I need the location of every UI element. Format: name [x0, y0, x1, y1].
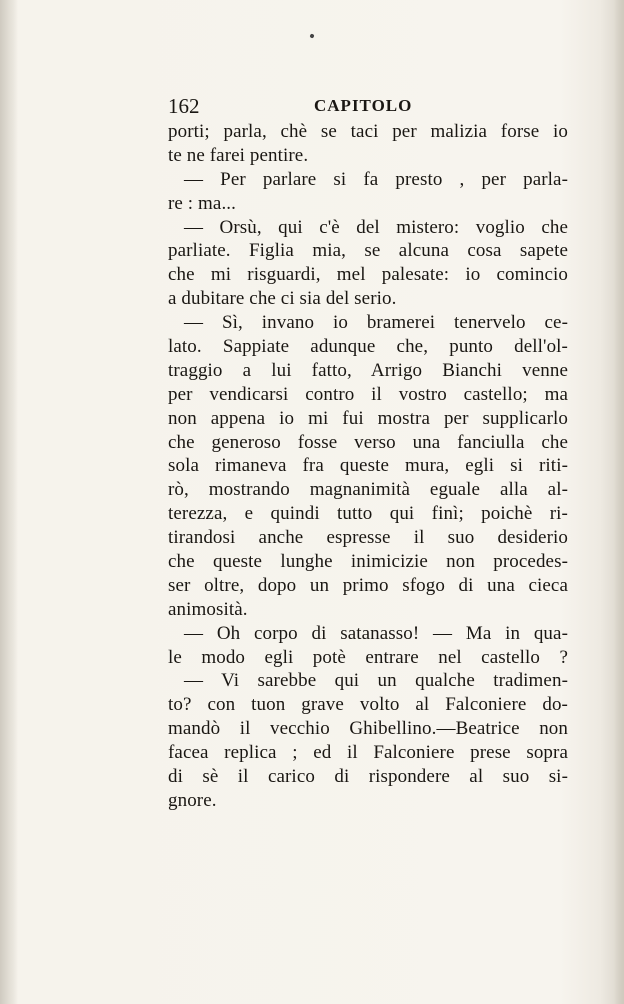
- text-line: porti; parla, chè se taci per malizia forse io: [168, 121, 568, 142]
- text-line: le modo egli potè entrare nel castello ?: [168, 646, 568, 668]
- text-line: parliate. Figlia mia, se alcuna cosa sapete: [168, 240, 568, 262]
- text-line: a dubitare che ci sia del serio.: [168, 288, 397, 310]
- text-line: che mi risguardi, mel palesate: io comincio: [168, 264, 568, 286]
- text-line: — Oh corpo di satanasso! — Ma in qua-: [184, 622, 568, 644]
- text-line: lato. Sappiate adunque che, punto dell'ol-: [168, 336, 568, 358]
- text-line: sola rimaneva fra queste mura, egli si riti-: [168, 455, 568, 477]
- ink-speck: [309, 33, 314, 38]
- text-line: animosità.: [168, 598, 248, 620]
- running-head: CAPITOLO: [314, 96, 413, 115]
- page-number: 162: [168, 94, 200, 118]
- text-line: re : ma...: [168, 192, 237, 214]
- page-header: [168, 94, 568, 122]
- text-line: facea replica ; ed il Falconiere prese sopra: [168, 742, 568, 764]
- text-line: mandò il vecchio Ghibellino.—Beatrice non: [168, 718, 568, 740]
- body-text: [168, 120, 568, 813]
- text-line: — Orsù, qui c'è del mistero: voglio che: [184, 216, 568, 238]
- text-line: di sè il carico di rispondere al suo si-: [168, 766, 568, 788]
- text-line: per vendicarsi contro il vostro castello; ma: [168, 383, 568, 405]
- text-line: terezza, e quindi tutto qui finì; poichè ri-: [168, 503, 568, 525]
- text-line: traggio a lui fatto, Arrigo Bianchi venne: [168, 359, 568, 381]
- text-line: — Per parlare si fa presto , per parla-: [184, 168, 568, 190]
- text-line: — Sì, invano io bramerei tenervelo ce-: [184, 312, 568, 334]
- text-line: che queste lunghe inimicizie non procedes-: [168, 551, 568, 573]
- text-line: che generoso fosse verso una fanciulla che: [168, 431, 568, 453]
- text-line: to? con tuon grave volto al Falconiere do-: [168, 694, 568, 716]
- text-line: rò, mostrando magnanimità eguale alla al-: [168, 479, 568, 501]
- text-line: — Vi sarebbe qui un qualche tradimen-: [184, 670, 568, 692]
- page-gutter-shadow: [0, 0, 18, 1004]
- page-edge-shadow: [614, 0, 624, 1004]
- text-line: ser oltre, dopo un primo sfogo di una cieca: [168, 574, 568, 596]
- text-line: gnore.: [168, 789, 217, 811]
- text-line: non appena io mi fui mostra per supplicarlo: [168, 407, 568, 429]
- text-line: tirandosi anche espresse il suo desiderio: [168, 527, 568, 549]
- text-line: te ne farei pentire.: [168, 144, 309, 166]
